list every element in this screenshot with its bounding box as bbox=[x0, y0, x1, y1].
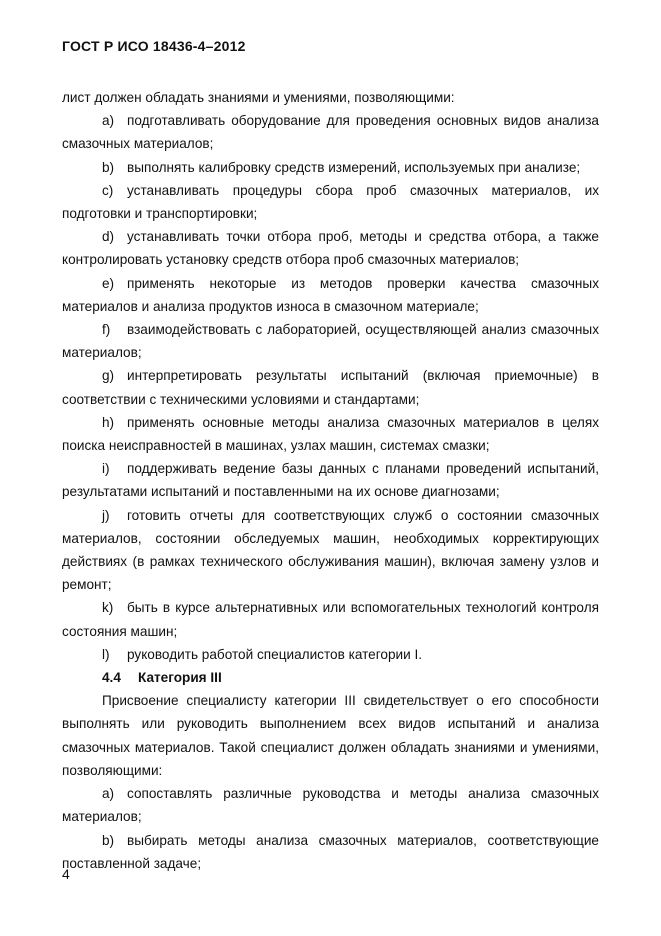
list-item-label: g) bbox=[102, 368, 115, 384]
list-item-label: l) bbox=[102, 646, 110, 662]
list-item bbox=[62, 109, 599, 155]
list-item-label: j) bbox=[102, 507, 110, 523]
section-heading bbox=[62, 666, 599, 689]
list-item-text: подготавливать оборудование для проведения основных видов анализа смазочных материалов; bbox=[62, 113, 599, 152]
list-item-label: e) bbox=[102, 275, 115, 291]
list-item bbox=[62, 829, 599, 875]
list-item bbox=[62, 156, 599, 179]
list-item-label: a) bbox=[102, 786, 115, 802]
list-item-text: сопоставлять различные руководства и методы анализа смазочных материалов; bbox=[62, 786, 599, 825]
list-item-text: применять некоторые из методов проверки качества смазочных материалов и анализа продуктов износа в смазочном материале; bbox=[62, 275, 599, 314]
list-item bbox=[62, 225, 599, 271]
list-item bbox=[62, 318, 599, 364]
list-item bbox=[62, 457, 599, 503]
list-item bbox=[62, 272, 599, 318]
intro-paragraph: лист должен обладать знаниями и умениями, позволяющими: bbox=[62, 90, 455, 105]
list-item-text: руководить работой специалистов категории I. bbox=[127, 646, 423, 662]
list-item-text: устанавливать процедуры сбора проб смазочных материалов, их подготовки и транспортировки; bbox=[62, 182, 599, 222]
list-item bbox=[62, 782, 599, 828]
list-category-3 bbox=[62, 782, 599, 875]
list-item-text: устанавливать точки отбора проб, методы и средства отбора, а также контролировать установку средств отбора проб смазочных материалов; bbox=[62, 229, 599, 268]
list-item-label: c) bbox=[102, 182, 114, 198]
list-item-text: интерпретировать результаты испытаний (включая приемочные) в соответствии с техническими условиями и стандартами; bbox=[62, 368, 599, 407]
list-item-text: быть в курсе альтернативных или вспомогательных технологий контроля состояния машин; bbox=[62, 600, 599, 639]
list-item-label: a) bbox=[102, 113, 115, 129]
section-paragraph: Присвоение специалисту категории III свидетельствует о его способности выполнять или руководить выполнением всех видов испытаний и анализа смазочных материалов. Такой специалист должен обладать знаниями и умениями, позволяющими: bbox=[62, 693, 599, 778]
list-item bbox=[62, 504, 599, 597]
list-category-2 bbox=[62, 109, 599, 666]
page-number: 4 bbox=[62, 866, 70, 882]
list-item-label: h) bbox=[102, 414, 115, 430]
list-item bbox=[62, 364, 599, 410]
list-item-text: поддерживать ведение базы данных с планами проведений испытаний, результатами испытаний и поставленными на их основе диагнозами; bbox=[62, 461, 599, 500]
list-item-label: b) bbox=[102, 159, 115, 175]
list-item bbox=[62, 643, 599, 666]
list-item-label: i) bbox=[102, 461, 110, 477]
list-item-text: выполнять калибровку средств измерений, используемых при анализе; bbox=[127, 159, 581, 175]
list-item-label: k) bbox=[102, 600, 114, 616]
list-item-text: готовить отчеты для соответствующих служб о состоянии смазочных материалов, состоянии обследуемых машин, необходимых корректирующих действиях (в рамках технического обслуживания машин), включая замену узлов и ремонт; bbox=[62, 507, 599, 593]
list-item bbox=[62, 179, 599, 225]
list-item-label: f) bbox=[102, 322, 111, 338]
document-header: ГОСТ Р ИСО 18436-4–2012 bbox=[62, 38, 246, 54]
section-title: Категория III bbox=[138, 670, 222, 686]
list-item-label: b) bbox=[102, 832, 115, 848]
document-body bbox=[62, 86, 599, 875]
list-item-text: взаимодействовать с лабораторией, осуществляющей анализ смазочных материалов; bbox=[62, 322, 599, 361]
section-number: 4.4 bbox=[102, 670, 121, 686]
list-item-text: выбирать методы анализа смазочных материалов, соответствующие поставленной задаче; bbox=[62, 832, 599, 871]
list-item-text: применять основные методы анализа смазочных материалов в целях поиска неисправностей в машинах, узлах машин, системах смазки; bbox=[62, 414, 599, 454]
list-item-label: d) bbox=[102, 229, 115, 245]
list-item bbox=[62, 411, 599, 457]
list-item bbox=[62, 596, 599, 642]
